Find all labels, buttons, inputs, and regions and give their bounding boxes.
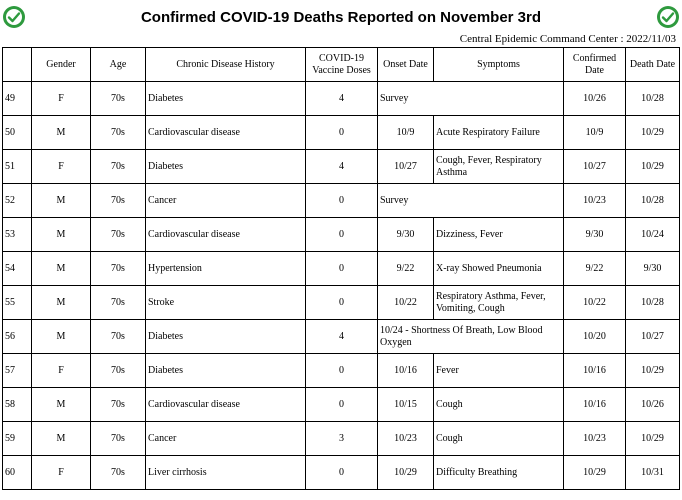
cell-doses: 3 [306,422,378,456]
cell-history: Cardiovascular disease [146,388,306,422]
cell-doses: 0 [306,286,378,320]
table-row [3,116,680,150]
cell-age: 70s [91,252,146,286]
cell-death: 10/31 [626,456,680,490]
cell-confirmed: 10/16 [564,388,626,422]
cell-death: 10/29 [626,422,680,456]
cell-symptoms: Cough [434,388,564,422]
cell-no: 59 [3,422,32,456]
cell-doses: 0 [306,116,378,150]
cell-gender: M [32,320,91,354]
cell-gender: M [32,422,91,456]
cell-age: 70s [91,320,146,354]
cell-history: Cardiovascular disease [146,116,306,150]
cell-death: 10/29 [626,150,680,184]
cell-confirmed: 10/26 [564,82,626,116]
cell-onset: 10/22 [378,286,434,320]
cell-gender: F [32,456,91,490]
cell-no: 57 [3,354,32,388]
cell-no: 50 [3,116,32,150]
cell-doses: 4 [306,150,378,184]
cell-history: Diabetes [146,150,306,184]
col-header-no [3,48,32,82]
cell-confirmed: 10/22 [564,286,626,320]
cell-doses: 4 [306,320,378,354]
cell-history: Stroke [146,286,306,320]
cell-symptoms: X-ray Showed Pneumonia [434,252,564,286]
header-row [3,48,680,82]
cell-death: 10/28 [626,184,680,218]
table-row [3,150,680,184]
cell-gender: F [32,82,91,116]
cell-history: Diabetes [146,82,306,116]
cell-no: 54 [3,252,32,286]
cell-death: 10/28 [626,82,680,116]
cell-gender: M [32,252,91,286]
cell-doses: 0 [306,456,378,490]
cell-no: 56 [3,320,32,354]
cell-age: 70s [91,354,146,388]
cell-death: 9/30 [626,252,680,286]
col-header-symptoms: Symptoms [434,48,564,82]
cell-symptoms: Survey [378,184,564,218]
cell-onset: 10/29 [378,456,434,490]
cell-confirmed: 10/9 [564,116,626,150]
cell-confirmed: 9/30 [564,218,626,252]
cell-onset: 10/23 [378,422,434,456]
table-row [3,456,680,490]
cell-history: Liver cirrhosis [146,456,306,490]
cell-onset: 9/22 [378,252,434,286]
cell-no: 52 [3,184,32,218]
col-header-history: Chronic Disease History [146,48,306,82]
cell-no: 51 [3,150,32,184]
cell-age: 70s [91,388,146,422]
cell-gender: M [32,286,91,320]
col-header-onset: Onset Date [378,48,434,82]
page-title: Confirmed COVID-19 Deaths Reported on November 3rd [140,9,542,26]
cell-doses: 0 [306,252,378,286]
cell-death: 10/29 [626,354,680,388]
cell-onset: 10/15 [378,388,434,422]
cell-death: 10/27 [626,320,680,354]
cell-onset: 10/16 [378,354,434,388]
cell-symptoms: Dizziness, Fever [434,218,564,252]
cell-no: 49 [3,82,32,116]
table-row [3,388,680,422]
cell-death: 10/24 [626,218,680,252]
col-header-death: Death Date [626,48,680,82]
cell-history: Cancer [146,184,306,218]
cell-age: 70s [91,218,146,252]
cell-gender: F [32,150,91,184]
cell-onset: 10/27 [378,150,434,184]
cell-onset: 9/30 [378,218,434,252]
cell-symptoms: Respiratory Asthma, Fever, Vomiting, Cough [434,286,564,320]
cell-doses: 0 [306,184,378,218]
cell-gender: M [32,388,91,422]
cell-onset: 10/9 [378,116,434,150]
cell-symptoms: 10/24 - Shortness Of Breath, Low Blood Oxygen [378,320,564,354]
col-header-age: Age [91,48,146,82]
cell-doses: 0 [306,218,378,252]
cell-gender: M [32,116,91,150]
cell-confirmed: 9/22 [564,252,626,286]
cell-doses: 0 [306,354,378,388]
col-header-doses: COVID-19 Vaccine Doses [306,48,378,82]
cell-age: 70s [91,422,146,456]
cell-age: 70s [91,456,146,490]
cell-confirmed: 10/23 [564,184,626,218]
table-row [3,354,680,388]
table-row [3,252,680,286]
table-row [3,218,680,252]
cell-history: Diabetes [146,320,306,354]
cell-history: Diabetes [146,354,306,388]
cell-symptoms: Cough [434,422,564,456]
table-row [3,286,680,320]
deaths-table [2,47,680,490]
cell-age: 70s [91,286,146,320]
col-header-gender: Gender [32,48,91,82]
cell-symptoms: Acute Respiratory Failure [434,116,564,150]
cell-confirmed: 10/27 [564,150,626,184]
cell-age: 70s [91,184,146,218]
cell-history: Hypertension [146,252,306,286]
cell-symptoms: Cough, Fever, Respiratory Asthma [434,150,564,184]
cell-no: 60 [3,456,32,490]
cell-doses: 0 [306,388,378,422]
cell-confirmed: 10/29 [564,456,626,490]
table-row [3,82,680,116]
table-row [3,422,680,456]
cell-symptoms: Survey [378,82,564,116]
cell-gender: F [32,354,91,388]
cell-death: 10/28 [626,286,680,320]
cell-symptoms: Fever [434,354,564,388]
cell-history: Cancer [146,422,306,456]
cell-no: 53 [3,218,32,252]
cell-death: 10/29 [626,116,680,150]
table-row [3,184,680,218]
col-header-confirmed: Confirmed Date [564,48,626,82]
cell-gender: M [32,184,91,218]
cell-death: 10/26 [626,388,680,422]
table-row [3,320,680,354]
cell-no: 55 [3,286,32,320]
cell-age: 70s [91,150,146,184]
cell-age: 70s [91,116,146,150]
source-line: Central Epidemic Command Center : 2022/11/03 [459,33,676,45]
cell-confirmed: 10/16 [564,354,626,388]
cell-history: Cardiovascular disease [146,218,306,252]
cell-doses: 4 [306,82,378,116]
cell-age: 70s [91,82,146,116]
cell-confirmed: 10/20 [564,320,626,354]
cell-confirmed: 10/23 [564,422,626,456]
cell-gender: M [32,218,91,252]
cell-symptoms: Difficulty Breathing [434,456,564,490]
cell-no: 58 [3,388,32,422]
table-body [3,82,680,490]
